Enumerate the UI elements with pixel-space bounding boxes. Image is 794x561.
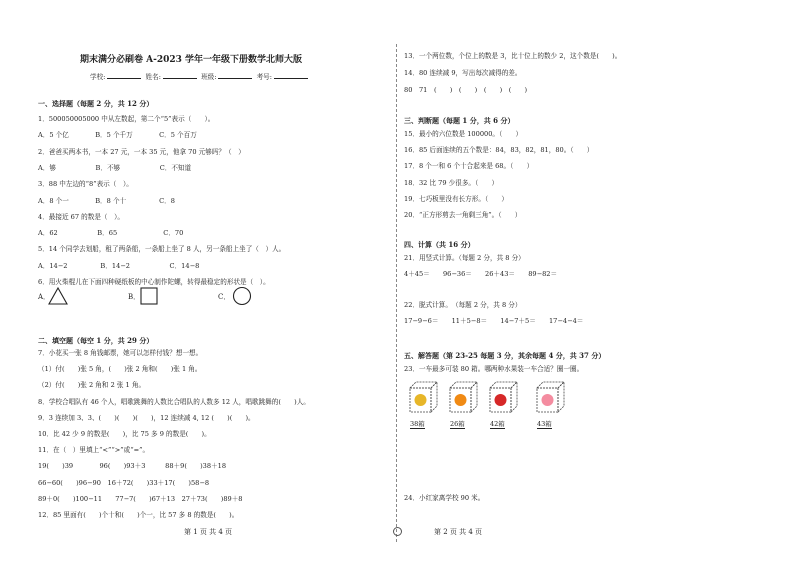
judge-question-line: 17．8 个一和 6 个十合起来是 68。（ ） — [404, 162, 534, 171]
section-calc: 四、计算（共 16 分） — [404, 240, 475, 249]
class-label: 班级: — [201, 73, 217, 81]
judge-question-line: 15．最小的六位数是 100000。（ ） — [404, 130, 523, 138]
square-shape — [140, 287, 158, 305]
crate-icon — [408, 380, 438, 414]
peach-icon — [542, 394, 554, 406]
apple-icon — [495, 394, 507, 406]
calc-line: 17−9−6＝ 11＋5−8＝ 14−7＋5＝ 17−4−4＝ — [404, 317, 584, 325]
left-page — [0, 0, 395, 561]
section-choice: 一、选择题（每题 2 分，共 12 分） — [38, 99, 154, 108]
crate-icon — [488, 380, 518, 414]
binding-hole-icon — [393, 527, 402, 536]
fill-question-line: 66−60( )96−90 16＋72( )33＋17( )58−8 — [38, 478, 210, 487]
question-line: A．62 B．65 C．70 — [38, 229, 184, 238]
school-label: 学校: — [90, 73, 106, 81]
crate-count-label: 42箱 — [490, 420, 505, 428]
judge-question-line: 18．32 比 79 少很多。（ ） — [404, 178, 499, 187]
crate-icon — [535, 380, 565, 414]
orange-icon — [455, 394, 467, 406]
question-line: 80 71 ( ) ( ) ( ) ( ) — [404, 86, 528, 94]
question-line: 2．爸爸买两本书，一本 27 元，一本 35 元，他拿 70 元够吗？（ ） — [38, 147, 245, 156]
crate-icon — [448, 380, 478, 414]
name-label: 姓名: — [145, 73, 161, 81]
fill-question-line: 19( )39 96( )93＋3 88＋9( )38＋18 — [38, 462, 227, 471]
circle-shape — [232, 286, 252, 306]
question-23: 23．一车最多可装 80 箱。哪两种水果装一车合适？圈一圈。 — [404, 365, 584, 373]
info-row — [90, 72, 310, 81]
option-b-label: B． — [128, 293, 141, 301]
fill-question-line: 7．小花买一张 8 角钱邮票，她可以怎样付钱？想一想。 — [38, 349, 203, 357]
question-line: 4．最接近 67 的数是（ ）。 — [38, 212, 125, 221]
fill-question-line: 12．85 里面有( )个十和( )个一，比 57 多 8 的数是( )。 — [38, 511, 239, 519]
calc-line: 4＋45＝ 96−36＝ 26＋43＝ 89−82＝ — [404, 270, 558, 278]
fill-question-line: 9．3 连续加 3、3、( )( )( )，12 连续减 4, 12 ( )( )。 — [38, 413, 255, 422]
fill-question-line: 11．在（ ）里填上“<”“>”或“=”。 — [38, 446, 150, 455]
exam-number-label: 考号: — [256, 73, 273, 81]
question-line: A．够 B．不够 C．不知道 — [38, 163, 192, 172]
page-number-left: 第 1 页 共 4 页 — [184, 528, 233, 536]
question-line: 1．500050005000 中从左数起，第二个“5”表示（ ）。 — [38, 115, 215, 123]
question-line: 14．80 连续减 9，写出每次减得的差。 — [404, 69, 522, 77]
option-a-label: A． — [38, 293, 51, 301]
question-line: 3．88 中左边的“8”表示（ ）。 — [38, 180, 133, 189]
exam-title: 期末满分必刷卷 A-2023 学年一年级下册数学北师大版 — [80, 55, 303, 65]
fruit-crate[interactable] — [488, 380, 512, 428]
question-line: A．5 个亿 B．5 个千万 C．5 个百万 — [38, 131, 197, 140]
fill-question-line: （2）付( )张 2 角和 2 张 1 角。 — [38, 381, 146, 390]
section-judge: 三、判断题（每题 1 分，共 6 分） — [404, 116, 515, 125]
page-number-right: 第 2 页 共 4 页 — [434, 528, 483, 536]
section-answer: 五、解答题（第 23-25 每题 3 分，其余每题 4 分，共 37 分） — [404, 351, 606, 360]
calc-line: 22．脱式计算。 （每题 2 分，共 8 分） — [404, 301, 522, 309]
question-line: A．8 个一 B．8 个十 C．8 — [38, 196, 175, 205]
question-line: 5．14 个同学去划船，租了两条船，一条船上坐了 8 人，另一条船上坐了（ ）人。 — [38, 245, 286, 254]
page-divider — [396, 44, 397, 542]
right-page — [398, 0, 794, 561]
fill-question-line: 10．比 42 少 9 的数是( )，比 75 多 9 的数是( )。 — [38, 430, 211, 438]
fruit-crate[interactable] — [408, 380, 432, 428]
question-24: 24．小红家离学校 90 米。 — [404, 494, 485, 502]
fill-question-line: 89＋0( )100−11 77−7( )67＋13 27＋73( )89＋8 — [38, 494, 243, 503]
option-c-label: C． — [218, 293, 231, 301]
calc-line: 21．用竖式计算。（每题 2 分，共 8 分） — [404, 254, 525, 262]
question-line: 13．一个两位数，个位上的数是 3，比十位上的数少 2，这个数是( )。 — [404, 52, 622, 60]
judge-question-line: 19．七巧板里没有长方形。（ ） — [404, 194, 508, 203]
judge-question-line: 16．85 后面连续的五个数是：84，83，82，81，80。（ ） — [404, 146, 594, 155]
fill-question-line: 8．学校合唱队有 46 个人，唱歌跳舞的人数比合唱队的人数多 12 人，唱歌跳舞的( )人。 — [38, 397, 310, 406]
fill-question-line: （1）付( )张 5 角，( )张 2 角和( )张 1 角。 — [38, 365, 202, 374]
question-line: A．14−2 B．14−2 C．14−8 — [38, 261, 200, 270]
crate-count-label: 26箱 — [450, 420, 465, 428]
crate-count-label: 43箱 — [537, 420, 552, 428]
fruit-crate[interactable] — [535, 380, 559, 428]
section-fill: 二、填空题（每空 1 分，共 29 分） — [38, 336, 154, 345]
fruit-crate[interactable] — [448, 380, 472, 428]
judge-question-line: 20．“正方形剪去一角剩三角”。（ ） — [404, 211, 522, 219]
pineapple-icon — [415, 394, 427, 406]
question-line: 6．用火柴棍儿在下面四种硬纸板的中心制作陀螺，转得最稳定的形状是（ ）。 — [38, 278, 270, 286]
crate-count-label: 38箱 — [410, 420, 425, 428]
triangle-shape — [48, 286, 68, 306]
